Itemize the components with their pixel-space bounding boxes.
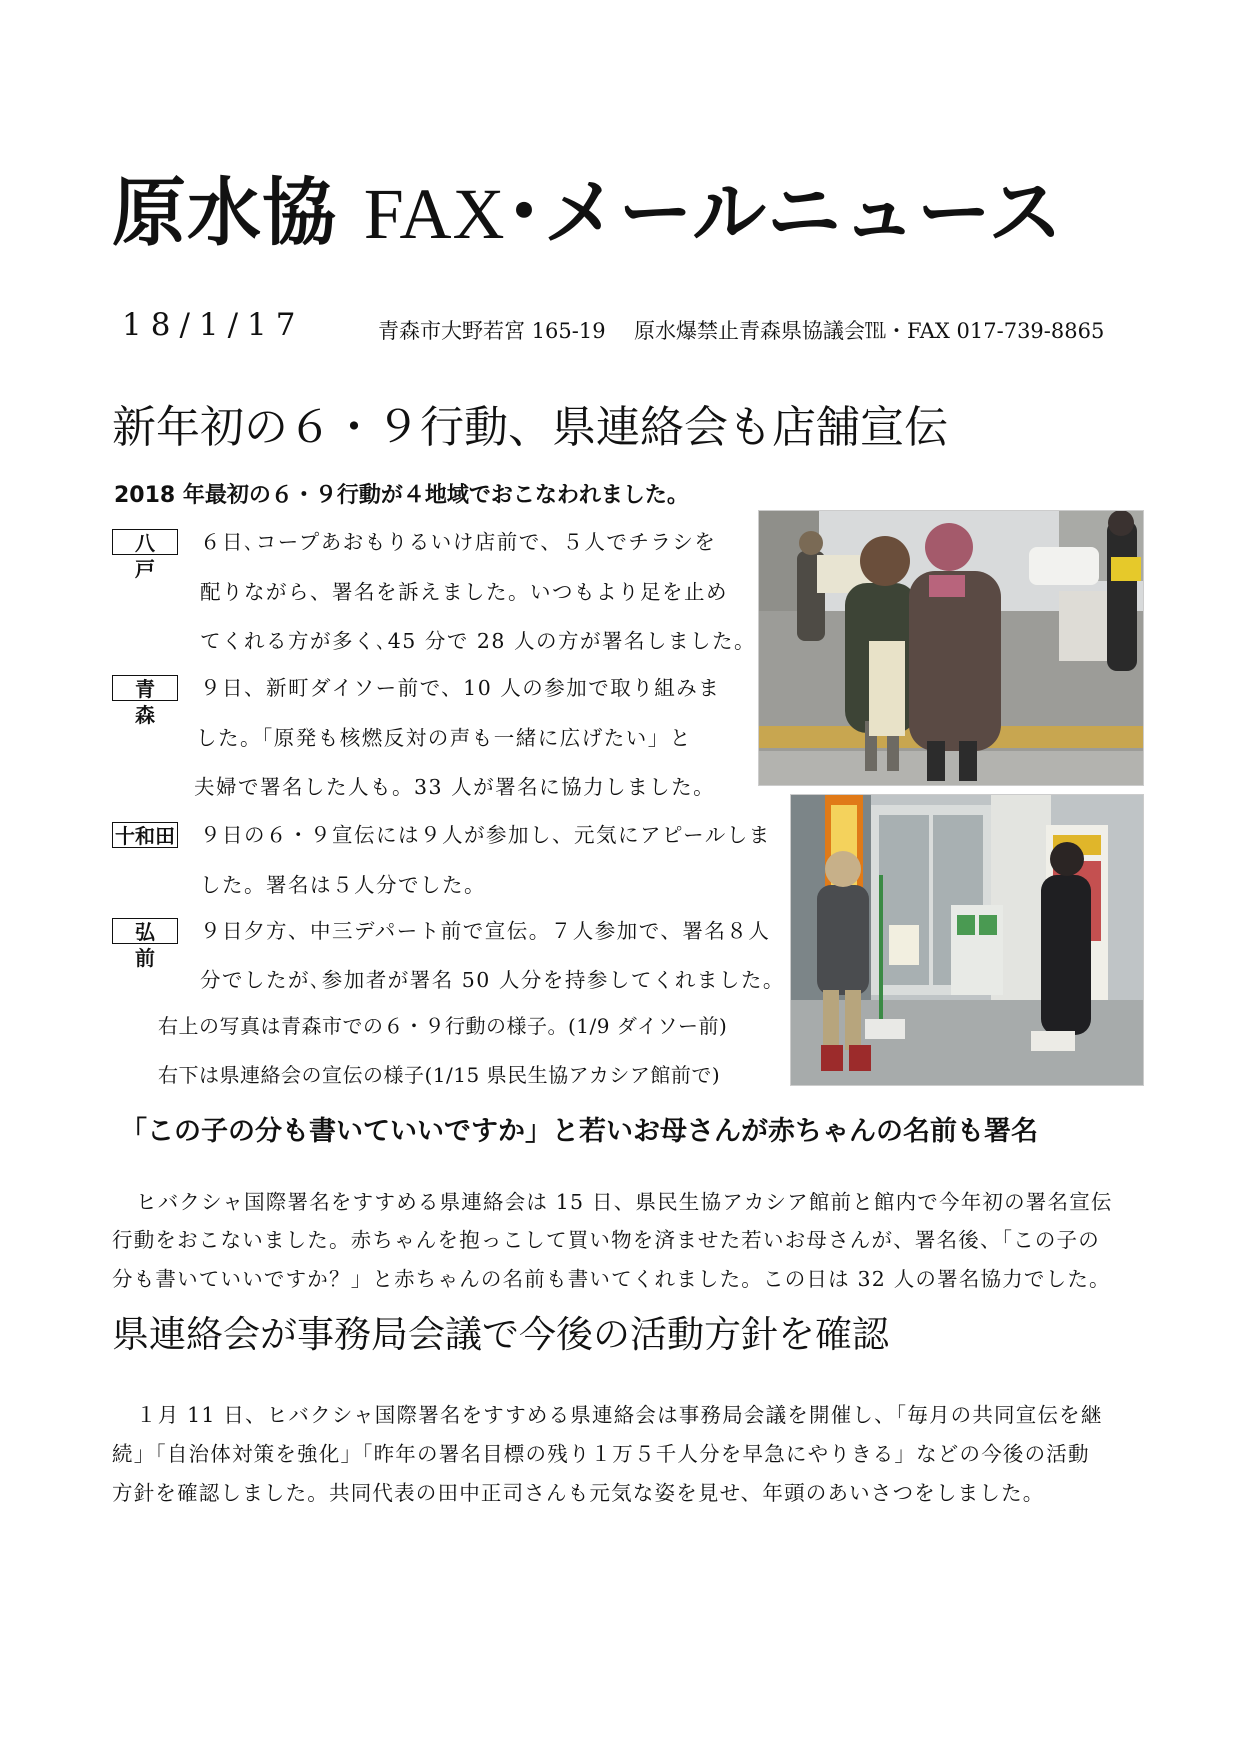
article2-line: 分も書いていいですか？」と赤ちゃんの名前も書いてくれました。この日は 32 人の署名協力でした。 [112, 1267, 1111, 1291]
article1-lead: 2018 年最初の６・９行動が４地域でおこなわれました。 [114, 483, 689, 508]
article1-headline: 新年初の６・９行動、県連絡会も店舗宣伝 [112, 402, 948, 453]
region-text: ９日、新町ダイソー前で、10 人の参加で取り組みま [200, 676, 721, 700]
article2-headline: 「この子の分も書いていいですか」と若いお母さんが赤ちゃんの名前も署名 [120, 1116, 1038, 1147]
photo-aomori-daiso [758, 510, 1144, 786]
masthead-title [112, 168, 1063, 259]
region-text: 夫婦で署名した人も。33 人が署名に協力しました。 [194, 775, 716, 799]
article2-line: 行動をおこないました。赤ちゃんを抱っこして買い物を済ませた若いお母さんが、署名後、「この子の [112, 1228, 1100, 1252]
issue-date: 18/1/17 [122, 307, 305, 343]
region-text: した。署名は５人分でした。 [200, 873, 486, 897]
photo-acacia-hall [790, 794, 1144, 1086]
article3-headline: 県連絡会が事務局会議で今後の活動方針を確認 [112, 1313, 889, 1356]
region-text: ９日の６・９宣伝には９人が参加し、元気にアピールしま [200, 823, 771, 847]
address: 青森市大野若宮 165-19 [378, 319, 606, 343]
photo-acacia-scene [791, 795, 1143, 1085]
masthead-fax: FAX [363, 174, 506, 254]
region-text: てくれる方が多く､45 分で 28 人の方が署名しました。 [200, 629, 756, 653]
region-text: 分でしたが､参加者が署名 50 人分を持参してくれました。 [200, 968, 785, 992]
article2-line: ヒバクシャ国際署名をすすめる県連絡会は 15 日、県民生協アカシア館前と館内で今年初の署名宣伝 [136, 1190, 1113, 1214]
photo-caption-top: 右上の写真は青森市での６・９行動の様子。(1/9 ダイソー前) [158, 1014, 728, 1038]
region-text: した。「原発も核燃反対の声も一緒に広げたい」と [196, 726, 692, 750]
region-text: ９日夕方、中三デパート前で宣伝。７人参加で、署名８人 [200, 919, 771, 943]
region-label-aomori: 青 森 [112, 675, 178, 701]
article3-line: 方針を確認しました。共同代表の田中正司さんも元気な姿を見せ、年頭のあいさつをしました。 [112, 1481, 1045, 1505]
article3-line: 続」「自治体対策を強化」「昨年の署名目標の残り１万５千人分を早急にやりきる」などの今後の活動 [112, 1442, 1090, 1466]
article3-line: １月 11 日、ヒバクシャ国際署名をすすめる県連絡会は事務局会議を開催し、「毎月の共同宣伝を継 [136, 1403, 1103, 1427]
region-text: ６日､コープあおもりるいけ店前で、５人でチラシを [200, 530, 717, 554]
photo-caption-bottom: 右下は県連絡会の宣伝の様子(1/15 県民生協アカシア館前で) [158, 1063, 721, 1087]
masthead-rest: ･メールニュース [505, 170, 1064, 256]
photo-aomori-scene [759, 511, 1143, 785]
region-label-hirosaki: 弘 前 [112, 918, 178, 944]
org-contact: 原水爆禁止青森県協議会℡・FAX 017-739-8865 [634, 319, 1105, 343]
masthead-kanji: 原水協 [112, 170, 337, 256]
region-label-towada: 十和田 [112, 822, 178, 848]
region-label-hachinohe: 八 戸 [112, 529, 178, 555]
region-text: 配りながら、署名を訴えました。いつもより足を止め [200, 580, 728, 604]
